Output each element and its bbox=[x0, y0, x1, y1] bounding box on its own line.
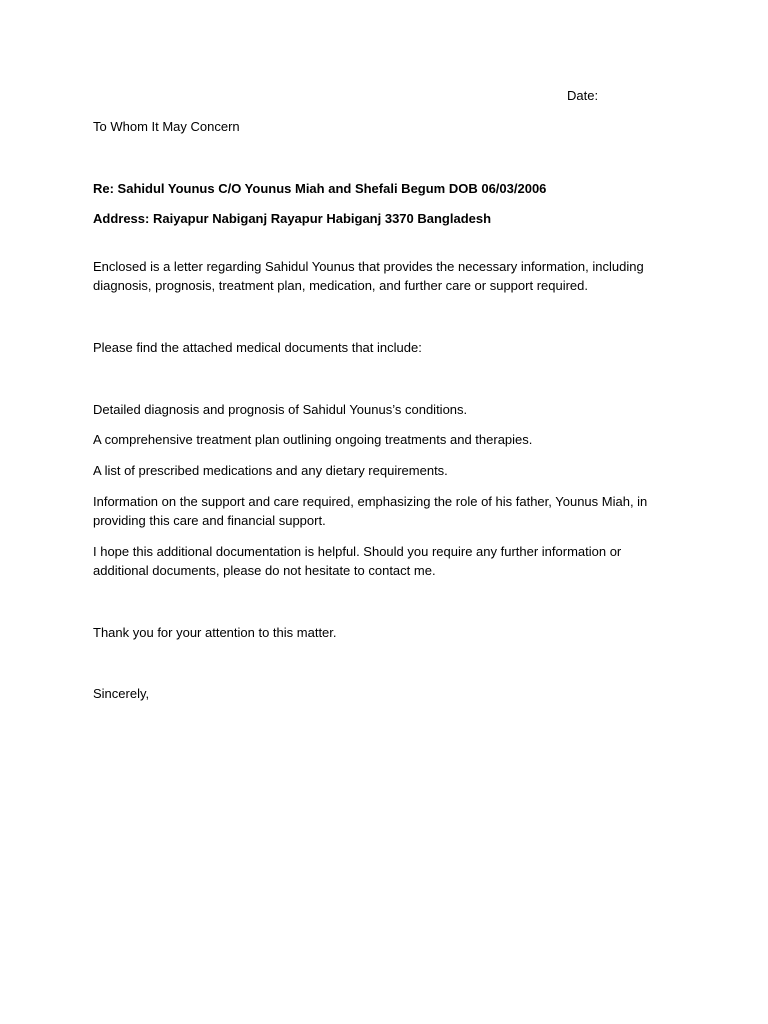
document-item-medications: A list of prescribed medications and any dietary requirements. bbox=[93, 463, 448, 478]
intro-paragraph: Enclosed is a letter regarding Sahidul Younus that provides the necessary information, including diagnosis, prognosis, treatment plan, medication, and further care or support required. bbox=[93, 259, 644, 293]
document-item-treatment-plan: A comprehensive treatment plan outlining ongoing treatments and therapies. bbox=[93, 432, 533, 447]
document-item-support-care: Information on the support and care required, emphasizing the role of his father, Younus Miah, in providing this care and financial support. bbox=[93, 494, 648, 528]
address-line: Address: Raiyapur Nabiganj Rayapur Habiganj 3370 Bangladesh bbox=[93, 211, 492, 226]
attached-documents-intro: Please find the attached medical documents that include: bbox=[93, 340, 422, 355]
re-line: Re: Sahidul Younus C/O Younus Miah and Shefali Begum DOB 06/03/2006 bbox=[93, 181, 547, 196]
thanks-line: Thank you for your attention to this matter. bbox=[93, 625, 337, 640]
document-item-diagnosis: Detailed diagnosis and prognosis of Sahidul Younus’s conditions. bbox=[93, 402, 468, 417]
date-label: Date: bbox=[567, 88, 599, 103]
salutation: To Whom It May Concern bbox=[93, 119, 240, 134]
signoff: Sincerely, bbox=[93, 686, 150, 701]
closing-paragraph: I hope this additional documentation is helpful. Should you require any further information or additional documents, please do not hesitate to contact me. bbox=[93, 544, 622, 578]
